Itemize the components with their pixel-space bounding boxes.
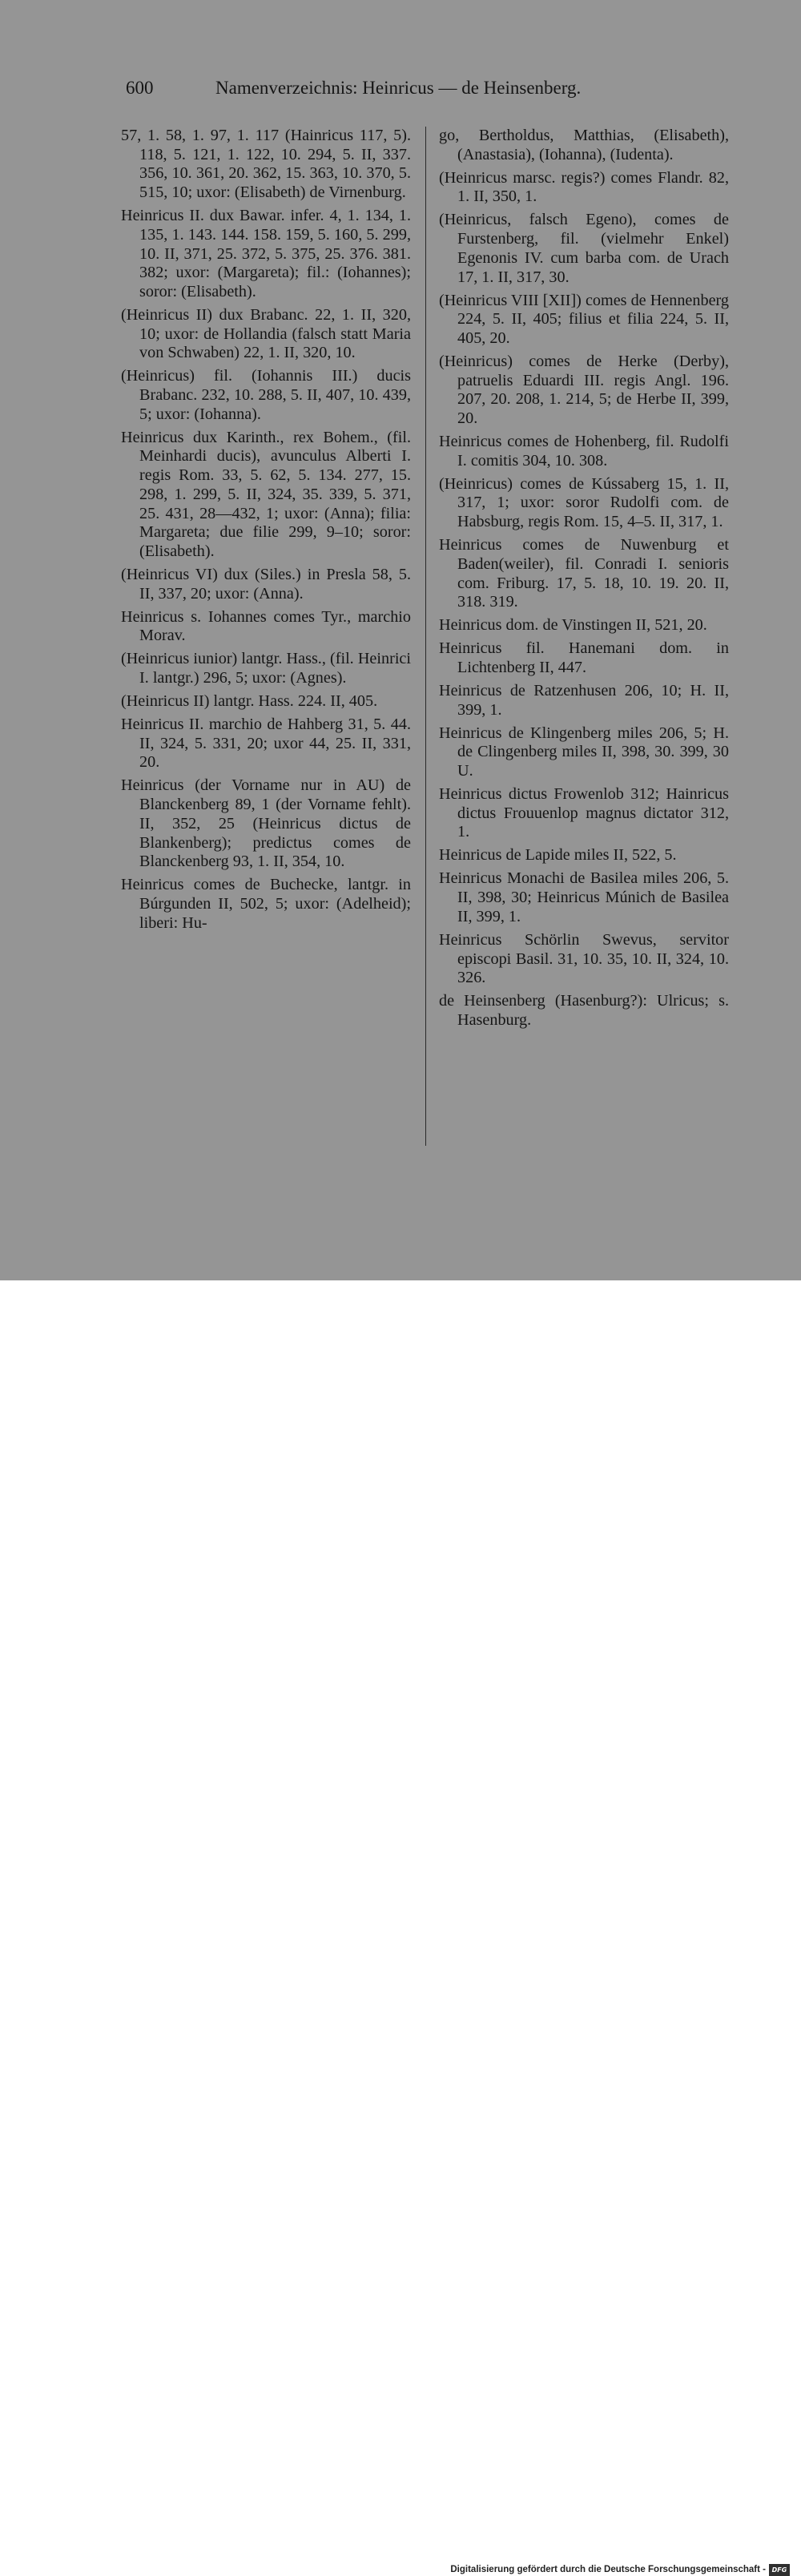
index-column-right — [439, 127, 729, 1034]
index-entry: Heinricus s. Iohannes comes Tyr., marchio Morav. — [121, 607, 411, 645]
index-entry: (Heinricus II) dux Brabanc. 22, 1. II, 320, 10; uxor: de Hollandia (falsch statt Maria von Schwaben) 22, 1. II, 320, 10. — [121, 305, 411, 362]
index-entry: (Heinricus) fil. (Iohannis III.) ducis Brabanc. 232, 10. 288, 5. II, 407, 10. 439, 5; uxor: (Iohanna). — [121, 367, 411, 423]
index-entry: (Heinricus) comes de Kússaberg 15, 1. II, 317, 1; uxor: soror Rudolfi com. de Habsburg, regis Rom. 15, 4–5. II, 317, 1. — [439, 474, 729, 531]
index-entry: Heinricus fil. Hanemani dom. in Lichtenberg II, 447. — [439, 639, 729, 676]
index-entry: (Heinricus iunior) lantgr. Hass., (fil. Heinrici I. lantgr.) 296, 5; uxor: (Agnes). — [121, 650, 411, 687]
page-number: 600 — [126, 78, 154, 98]
column-divider — [425, 127, 426, 1146]
index-entry: Heinricus dom. de Vinstingen II, 521, 20. — [439, 616, 707, 635]
index-entry: Heinricus dux Karinth., rex Bohem., (fil. Meinhardi ducis), avunculus Alberti I. regis Rom. 33, 5. 62, 5. 134. 277, 15. 298, 1. 299, 5. II, 324, 35. 339, 5. 371, 25. 431, 28—432, 1; uxor: (Anna); filia: Margareta; due filie 299, 9–10; soror: (Elisabeth). — [121, 428, 411, 560]
index-entry: go, Bertholdus, Matthias, (Elisabeth), (Anastasia), (Iohanna), (Iudenta). — [439, 127, 729, 163]
index-entry: (Heinricus, falsch Egeno), comes de Furstenberg, fil. (vielmehr Enkel) Egenonis IV. cum barba com. de Urach 17, 1. II, 317, 30. — [439, 211, 729, 286]
funding-credit: Digitalisierung gefördert durch die Deutsche Forschungsgemeinschaft - — [450, 2565, 766, 2574]
index-entry: Heinricus comes de Nuwenburg et Baden(weiler), fil. Conradi I. senioris com. Friburg. 17, 5. 18, 10. 19. 20. II, 318. 319. — [439, 536, 729, 611]
index-entry: 57, 1. 58, 1. 97, 1. 117 (Hainricus 117, 5). 118, 5. 121, 1. 122, 10. 294, 5. II, 337. 356, 10. 361, 20. 362, 15. 363, 10. 370, 5. 515, 10; uxor: (Elisabeth) de Virnenburg. — [121, 127, 411, 202]
index-entry: Heinricus de Ratzenhusen 206, 10; H. II, 399, 1. — [439, 681, 729, 719]
dfg-logo-icon: DFG — [769, 2564, 790, 2576]
index-entry: Heinricus (der Vorname nur in AU) de Blanckenberg 89, 1 (der Vorname fehlt). II, 352, 25 (Heinricus dictus de Blankenberg); predictus comes de Blanckenberg 93, 1. II, 354, 10. — [121, 776, 411, 871]
index-entry: Heinricus II. dux Bawar. infer. 4, 1. 134, 1. 135, 1. 143. 144. 158. 159, 5. 160, 5. 299, 10. II, 371, 25. 372, 5. 375, 25. 376. 381. 382; uxor: (Margareta); fil.: (Iohannes); soror: (Elisabeth). — [121, 207, 411, 300]
index-entry: (Heinricus marsc. regis?) comes Flandr. 82, 1. II, 350, 1. — [439, 168, 729, 206]
index-entry: (Heinricus II) lantgr. Hass. 224. II, 405. — [121, 692, 378, 711]
index-entry: Heinricus II. marchio de Hahberg 31, 5. 44. II, 324, 5. 331, 20; uxor 44, 25. II, 331, 20. — [121, 716, 411, 772]
index-entry: Heinricus Monachi de Basilea miles 206, 5. II, 398, 30; Heinricus Múnich de Basilea II, 399, 1. — [439, 869, 729, 925]
scan-area — [0, 0, 801, 1280]
index-entry: de Heinsenberg (Hasenburg?): Ulricus; s. Hasenburg. — [439, 992, 729, 1029]
index-entry: Heinricus de Klingenberg miles 206, 5; H. de Clingenberg miles II, 398, 30. 399, 30 U. — [439, 724, 729, 780]
index-column-left — [121, 127, 411, 937]
footer-bar — [0, 1280, 801, 2574]
index-entry: Heinricus comes de Hohenberg, fil. Rudolfi I. comitis 304, 10. 308. — [439, 433, 729, 470]
index-entry: Heinricus de Lapide miles II, 522, 5. — [439, 846, 677, 865]
index-entry: (Heinricus) comes de Herke (Derby), patruelis Eduardi III. regis Angl. 196. 207, 20. 208, 1. 214, 5; de Herbe II, 399, 20. — [439, 352, 729, 428]
index-entry: Heinricus dictus Frowenlob 312; Hainricus dictus Frouuenlop magnus dictator 312, 1. — [439, 785, 729, 841]
running-title: Namenverzeichnis: Heinricus — de Heinsenberg. — [215, 78, 582, 98]
index-entry: Heinricus Schörlin Swevus, servitor episcopi Basil. 31, 10. 35, 10. II, 324, 10. 326. — [439, 930, 729, 987]
index-entry: (Heinricus VI) dux (Siles.) in Presla 58, 5. II, 337, 20; uxor: (Anna). — [121, 565, 411, 603]
index-entry: Heinricus comes de Buchecke, lantgr. in Búrgunden II, 502, 5; uxor: (Adelheid); liberi: Hu- — [121, 876, 411, 932]
index-entry: (Heinricus VIII [XII]) comes de Hennenberg 224, 5. II, 405; filius et filia 224, 5. II, 405, 20. — [439, 291, 729, 347]
